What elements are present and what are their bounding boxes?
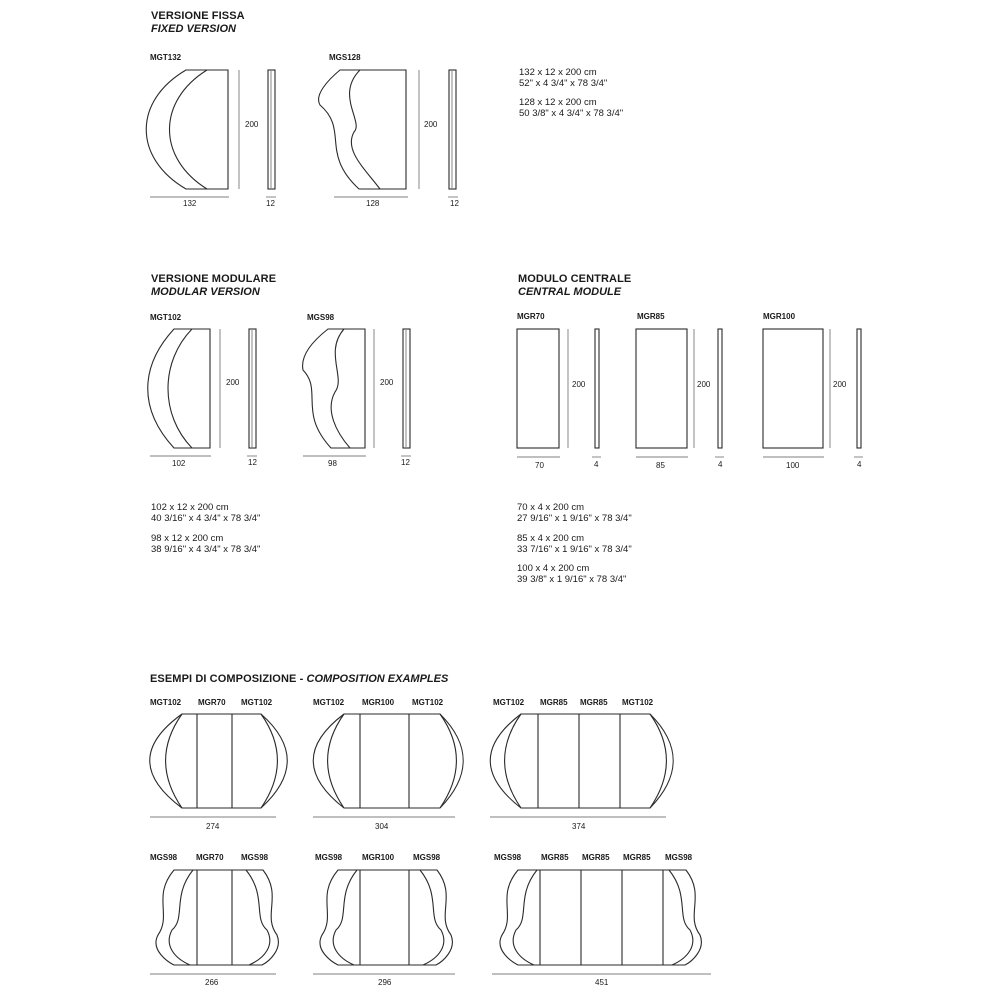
height-label: 200	[697, 380, 711, 389]
composition-total-width: 266	[205, 978, 219, 987]
composition-module-code: MGT102	[313, 698, 345, 707]
composition-drawing-266	[150, 870, 278, 974]
depth-label: 12	[266, 199, 275, 208]
depth-label: 4	[594, 460, 599, 469]
composition-module-code: MGR85	[623, 853, 651, 862]
width-label: 70	[535, 461, 544, 470]
width-label: 85	[656, 461, 665, 470]
composition-module-code: MGR70	[196, 853, 224, 862]
central-section-title: MODULO CENTRALE	[518, 273, 632, 285]
width-label: 100	[786, 461, 800, 470]
depth-label: 4	[718, 460, 723, 469]
composition-module-code: MGS98	[413, 853, 441, 862]
composition-module-code: MGR100	[362, 698, 395, 707]
model-code-mgr85: MGR85	[637, 312, 665, 321]
panel-drawing-mgt102	[148, 329, 210, 448]
composition-module-code: MGR100	[362, 853, 395, 862]
spec-cm: 102 x 12 x 200 cm	[151, 502, 229, 513]
spec-inch: 33 7/16" x 1 9/16" x 78 3/4"	[517, 544, 632, 555]
model-code-mgr70: MGR70	[517, 312, 545, 321]
composition-total-width: 304	[375, 822, 389, 831]
spec-inch: 27 9/16" x 1 9/16" x 78 3/4"	[517, 513, 632, 524]
composition-module-code: MGT102	[412, 698, 444, 707]
spec-cm: 70 x 4 x 200 cm	[517, 502, 585, 513]
spec-inch: 39 3/8" x 1 9/16" x 78 3/4"	[517, 574, 627, 585]
spec-inch: 52" x 4 3/4" x 78 3/4"	[519, 78, 608, 89]
examples-subtitle: COMPOSITION EXAMPLES	[306, 673, 449, 685]
fixed-section-title: VERSIONE FISSA	[151, 10, 245, 22]
panel-drawing-mgr70	[517, 329, 599, 448]
model-code-mgs98: MGS98	[307, 313, 335, 322]
panel-drawing-mgs98	[303, 329, 365, 448]
composition-module-code: MGS98	[150, 853, 178, 862]
model-code-mgs128: MGS128	[329, 53, 361, 62]
height-label: 200	[424, 120, 438, 129]
dimension-lines	[150, 329, 257, 456]
width-label: 132	[183, 199, 197, 208]
examples-title: ESEMPI DI COMPOSIZIONE -	[150, 673, 307, 685]
panel-drawing-mgr85	[636, 329, 722, 448]
composition-total-width: 274	[206, 822, 220, 831]
composition-drawing-304	[313, 714, 463, 817]
depth-label: 12	[401, 458, 410, 467]
depth-label: 12	[450, 199, 459, 208]
spec-cm: 128 x 12 x 200 cm	[519, 97, 597, 108]
central-section-subtitle: CENTRAL MODULE	[518, 286, 622, 298]
spec-inch: 50 3/8" x 4 3/4" x 78 3/4"	[519, 108, 624, 119]
modular-section-subtitle: MODULAR VERSION	[151, 286, 260, 298]
modular-section-title: VERSIONE MODULARE	[151, 273, 277, 285]
composition-module-code: MGS98	[494, 853, 522, 862]
width-label: 102	[172, 459, 186, 468]
composition-drawing-296	[313, 870, 455, 974]
spec-cm: 132 x 12 x 200 cm	[519, 67, 597, 78]
side-view-mgt132	[268, 70, 275, 189]
composition-module-code: MGR70	[198, 698, 226, 707]
composition-total-width: 374	[572, 822, 586, 831]
panel-drawing-mgt132	[146, 70, 228, 189]
dimension-lines	[763, 329, 863, 457]
height-label: 200	[380, 378, 394, 387]
model-code-mgr100: MGR100	[763, 312, 796, 321]
spec-cm: 98 x 12 x 200 cm	[151, 533, 224, 544]
depth-label: 12	[248, 458, 257, 467]
dimension-lines	[636, 329, 724, 457]
depth-label: 4	[857, 460, 862, 469]
composition-module-code: MGT102	[241, 698, 273, 707]
composition-module-code: MGS98	[315, 853, 343, 862]
dimension-lines	[150, 70, 276, 197]
fixed-section-subtitle: FIXED VERSION	[151, 23, 236, 35]
composition-module-code: MGR85	[582, 853, 610, 862]
spec-inch: 40 3/16" x 4 3/4" x 78 3/4"	[151, 513, 261, 524]
composition-module-code: MGT102	[150, 698, 182, 707]
height-label: 200	[226, 378, 240, 387]
model-code-mgt102: MGT102	[150, 313, 182, 322]
dimension-lines	[334, 70, 458, 197]
composition-drawing-374	[490, 714, 673, 817]
composition-module-code: MGR85	[580, 698, 608, 707]
height-label: 200	[833, 380, 847, 389]
composition-total-width: 296	[378, 978, 392, 987]
width-label: 98	[328, 459, 337, 468]
composition-drawing-274	[150, 714, 288, 817]
panel-drawing-mgr100	[763, 329, 861, 448]
composition-module-code: MGT102	[622, 698, 654, 707]
spec-cm: 100 x 4 x 200 cm	[517, 563, 590, 574]
panel-drawing-mgs128	[319, 70, 406, 189]
spec-inch: 38 9/16" x 4 3/4" x 78 3/4"	[151, 544, 261, 555]
composition-module-code: MGS98	[665, 853, 693, 862]
composition-total-width: 451	[595, 978, 609, 987]
side-view-mgs128	[449, 70, 456, 189]
width-label: 128	[366, 199, 380, 208]
side-view-mgt102	[249, 329, 256, 448]
spec-cm: 85 x 4 x 200 cm	[517, 533, 585, 544]
composition-module-code: MGR85	[541, 853, 569, 862]
height-label: 200	[245, 120, 259, 129]
composition-drawing-451	[492, 870, 711, 974]
model-code-mgt132: MGT132	[150, 53, 182, 62]
composition-module-code: MGR85	[540, 698, 568, 707]
side-view-mgs98	[403, 329, 410, 448]
dimension-lines	[303, 329, 411, 456]
composition-module-code: MGS98	[241, 853, 269, 862]
height-label: 200	[572, 380, 586, 389]
composition-module-code: MGT102	[493, 698, 525, 707]
